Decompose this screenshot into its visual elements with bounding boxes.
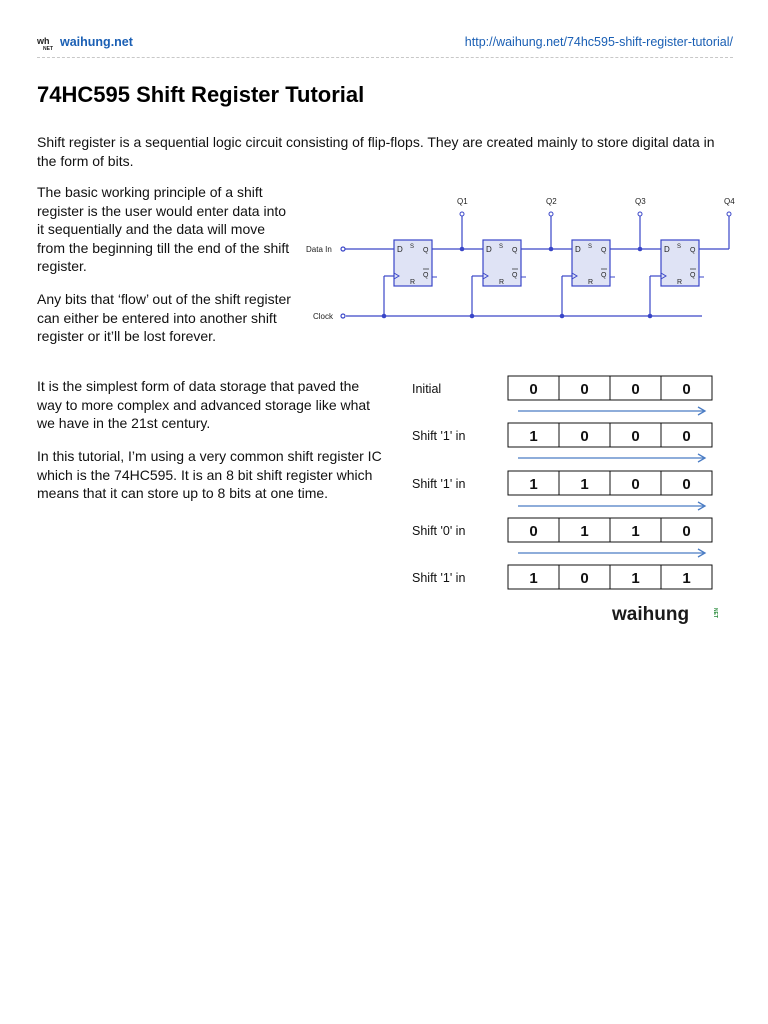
clock-junction-dot [470,314,475,319]
ff-qbar-pin-label: Q [512,272,518,279]
clock-junction-dot [560,314,565,319]
shift-arrow-icon [518,407,705,415]
shift-row [412,376,712,415]
ff-d-pin-label: D [664,245,670,254]
bit-value: 1 [631,570,640,587]
data-in-label: Data In [306,245,332,254]
bit-value: 0 [580,428,589,445]
shift-sequence-table [400,370,730,626]
ff-s-pin-label: S [410,244,415,250]
watermark-net: NET [712,608,718,618]
output-label-q1: Q1 [457,197,468,206]
ff-qbar-pin-label: Q [423,272,429,279]
clock-label: Clock [313,312,334,321]
bit-value: 1 [529,570,538,587]
article-url-link[interactable]: http://waihung.net/74hc595-shift-register-tutorial/ [464,35,733,49]
flip-flop-3 [560,197,661,318]
bit-value: 0 [529,523,538,540]
shift-row-label: Initial [412,382,442,396]
ff-r-pin-label: R [499,279,505,286]
bit-value: 0 [682,428,691,445]
ff-r-pin-label: R [410,279,416,286]
ff-s-pin-label: S [588,244,593,250]
flip-flop-2 [470,197,572,318]
shift-row-label: Shift '1' in [412,429,466,443]
ff-q-pin-label: Q [423,247,429,254]
intro-paragraph: Shift register is a sequential logic circuit consisting of flip-flops. They are created mainly to store digital data in the form of bits. [37,134,715,169]
clock-junction-dot [648,314,653,319]
bit-value: 1 [580,476,589,493]
output-label-q4: Q4 [724,197,735,206]
paragraph-bits-flow: Any bits that ‘flow’ out of the shift register can either be entered into another shift register or it’ll be lost forever. [37,291,291,344]
shift-row [412,423,712,462]
ff-r-pin-label: R [588,279,594,286]
ff-q-pin-label: Q [690,247,696,254]
bit-value: 0 [580,570,589,587]
bit-value: 0 [631,428,640,445]
ff-r-pin-label: R [677,279,683,286]
shift-row [412,518,712,557]
paragraph-74hc595: In this tutorial, I’m using a very common shift register IC which is the 74HC595. It is an 8 bit shift register which means that it can store up to 8 bits at one time. [37,448,382,501]
bit-value: 0 [682,476,691,493]
bit-value: 1 [580,523,589,540]
bit-value: 1 [682,570,691,587]
ff-s-pin-label: S [677,244,682,250]
bit-value: 0 [631,476,640,493]
flip-flop-4 [648,197,736,318]
bit-value: 1 [529,476,538,493]
output-label-q2: Q2 [546,197,557,206]
shift-row [412,565,712,589]
shift-row [412,471,712,510]
paragraph-simplest-storage: It is the simplest form of data storage that paved the way to more complex and advanced storage like what we have in the 21st century. [37,378,371,431]
flip-flop-1 [382,197,483,318]
shift-arrow-icon [518,502,705,510]
shift-row-label: Shift '0' in [412,524,466,538]
shift-register-circuit-diagram [300,190,740,330]
waihung-logo-icon[interactable] [37,36,55,50]
site-name-link[interactable]: waihung.net [60,35,133,49]
bit-value: 0 [529,381,538,398]
clock-junction-dot [382,314,387,319]
shift-arrow-icon [518,549,705,557]
output-label-q3: Q3 [635,197,646,206]
ff-d-pin-label: D [575,245,581,254]
bit-value: 0 [682,381,691,398]
logo-net: NET [43,46,53,50]
ff-qbar-pin-label: Q [601,272,607,279]
ff-qbar-pin-label: Q [690,272,696,279]
page-header [37,34,733,58]
ff-q-pin-label: Q [601,247,607,254]
bit-value: 0 [631,381,640,398]
shift-row-label: Shift '1' in [412,571,466,585]
bit-value: 1 [529,428,538,445]
ff-s-pin-label: S [499,244,504,250]
paragraph-working-principle: The basic working principle of a shift register is the user would enter data into it sequentially and the data will move from the beginning till the end of the shift register. [37,184,290,274]
watermark-logo: waihung [612,604,690,625]
logo-letters: wh [37,36,50,46]
bit-value: 0 [580,381,589,398]
shift-arrow-icon [518,454,705,462]
bit-value: 0 [682,523,691,540]
shift-row-label: Shift '1' in [412,477,466,491]
ff-d-pin-label: D [486,245,492,254]
page-title: 74HC595 Shift Register Tutorial [37,82,365,107]
ff-d-pin-label: D [397,245,403,254]
bit-value: 1 [631,523,640,540]
ff-q-pin-label: Q [512,247,518,254]
